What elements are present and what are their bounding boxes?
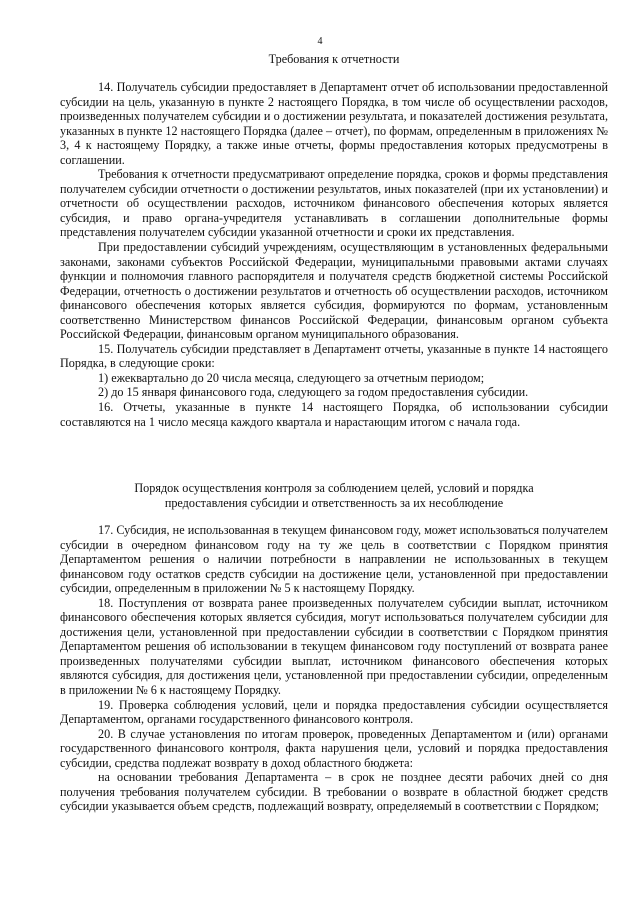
section-title-control (60, 481, 608, 510)
paragraph-19: 19. Проверка соблюдения условий, цели и порядка предоставления субсидии осуществляется Департаментом, органами государственного финансового контроля. (60, 697, 608, 727)
paragraph-reporting-requirements: Требования к отчетности предусматривают определение порядка, сроков и формы представления получателем субсидии отчетности о достижении результатов, иных показателей (при их установлении) и отчетности об осуществлении расходов, источником финансового обеспечения которых является субсидия, и право органа-учредителя устанавливать в соглашении дополнительные формы представления получателем субсидии указанной отчетности и сроки их представления. (60, 167, 608, 240)
paragraph-16: 16. Отчеты, указанные в пункте 14 настоящего Порядка, об использовании субсидии составляются на 1 число месяца каждого квартала и нарастающим итогом с начала года. (60, 400, 608, 429)
list-item-annual: 2) до 15 января финансового года, следующего за годом предоставления субсидии. (98, 385, 529, 400)
section-title-line-2: предоставления субсидии и ответственность за их несоблюдение (164, 495, 504, 510)
paragraph-institutions: При предоставлении субсидий учреждениям, осуществляющим в установленных федеральными законами, законами субъектов Российской Федерации, муниципальными правовыми актами случаях функции и полномочия главного распорядителя и получателя средств бюджетной системы Российской Федерации, отчетность о достижении результатов и отчетность об осуществлении расходов, источником финансового обеспечения которых является субсидия, формируются по формам, установленным соответственно Министерством финансов Российской Федерации, финансовым органом субъекта Российской Федерации, финансовым органом муниципального образования. (60, 240, 608, 342)
paragraph-14: 14. Получатель субсидии предоставляет в Департамент отчет об использовании предоставленной субсидии на цель, указанную в пункте 2 настоящего Порядка, в том числе об осуществлении расходов, произведенных получателем субсидии и о достижении результата, и показателей достижения результата, указанных в пункте 12 настоящего Порядка (далее – отчет), по формам, определенным в приложениях № 3, 4 к настоящему Порядку, а также иные отчеты, формы предоставления которых предусмотрены в соглашении. (60, 80, 608, 167)
paragraph-17: 17. Субсидия, не использованная в текущем финансовом году, может использоваться получателем субсидии в очередном финансовом году на ту же цель в соответствии с Порядком принятия Департаментом решения о наличии потребности в направлении не использованных в текущем финансовом году остатков средств субсидии на достижение цели, установленной при предоставлении субсидии, определенным в приложении № 5 к настоящему Порядку. (60, 523, 608, 596)
paragraph-18: 18. Поступления от возврата ранее произведенных получателем субсидии выплат, источником финансового обеспечения которых является субсидия, могут использоваться получателем субсидии для достижения цели, установленной при предоставлении субсидии в соответствии с Порядком принятия Департаментом решения об использовании в текущем финансовом году поступлений от возврата ранее произведенных получателями субсидии выплат, источником финансового обеспечения которых являются субсидия, для достижения цели, установленной при предоставлении субсидии, определенным в приложении № 6 к настоящему Порядку. (60, 595, 608, 698)
page-number: 4 (317, 36, 323, 47)
reporting-section-body (60, 80, 608, 429)
section-title-line-1: Порядок осуществления контроля за соблюдением целей, условий и порядка (134, 481, 534, 495)
list-item-quarterly: 1) ежеквартально до 20 числа месяца, следующего за отчетным периодом; (98, 370, 485, 385)
paragraph-20-requirement: на основании требования Департамента – в срок не позднее десяти рабочих дней со дня получения требования получателем субсидии. В требовании о возврате в областной бюджет средств субсидии указывается объем средств, подлежащий возврату, определяемый в соответствии с Порядком; (60, 770, 608, 814)
control-section-body (60, 523, 608, 814)
paragraph-15: 15. Получатель субсидии представляет в Департамент отчеты, указанные в пункте 14 настоящего Порядка, в следующие сроки: (60, 341, 608, 371)
section-title-reporting: Требования к отчетности (268, 52, 400, 66)
paragraph-20: 20. В случае установления по итогам проверок, проведенных Департаментом и (или) органами государственного финансового контроля, факта нарушения цели, условий и порядка предоставления субсидии, средства подлежат возврату в доход областного бюджета: (60, 726, 608, 770)
